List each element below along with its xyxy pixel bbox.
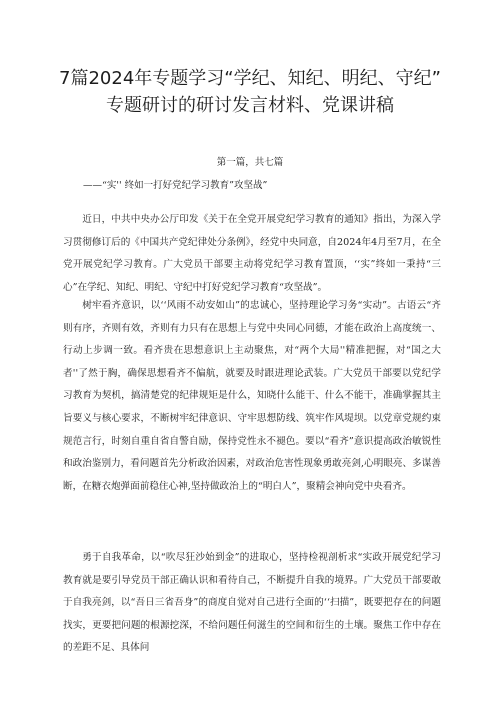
body-paragraph-1: 近日，中共中央办公厅印发《关于在全党开展党纪学习教育的通知》指出，为深入学习贯彻修订后的《中国共产党纪律处分条例》，经党中央同意，自2024年4月至7月，在全党开展党纪学习教育。广大党员干部要主动将党纪学习教育置顶，‘‘实”终如一秉持“三心”在学纪、知纪、明纪、守纪中打好党纪学习教育“攻坚战”。 bbox=[63, 214, 441, 293]
body-paragraph-2: 树牢看齐意识，以‘‘风雨不动安如山”的忠诚心，坚持理论学习务“实动”。古语云“齐则有序，齐则有效，齐则有力只有在思想上与党中央同心同德，才能在政治上高度统一、行动上步调一致。看齐贵在思想意识上主动聚焦，对“两个大局''精准把握，对“国之大者''了然于胸，确保思想看齐不偏航，就要及时跟进理论武装。广大党员干部要以党纪学习教育为契机，搞清楚党的纪律规矩是什么，知晓什么能干、什么不能干，准确掌握其主旨要义与核心要求，不断树牢纪律意识、守牢思想防线、筑牢作风堤坝。以党章党规约束规范言行，时刻自重自省自警自励，保持党性永不褪色。要以“看齐”意识提高政治敏锐性和政治鉴别力，看问题首先分析政治因素，对政治危害性现象勇敢亮剑,心明眼亮、多谋善断，在糖衣炮弹面前稳住心神,坚持做政治上的“明白人”，聚精会神向党中央看齐。 bbox=[63, 300, 441, 492]
section-subtitle: ——“实'' 终如一打好党纪学习教育”攻坚战” bbox=[83, 180, 268, 191]
document-title-line-2: 专题研讨的研讨发言材料、党课讲稿 bbox=[106, 95, 394, 116]
body-paragraph-3: 勇于自我革命，以“吹尽狂沙始到金”的进取心，坚持检视剖析求“实政开展党纪学习教育就是要引导党员干部正确认识和看待自己，不断提升自我的境界。广大党员干部要敢于自我亮剑，以“吾日三省吾身”的商度自觉对自己进行全面的‘‘扫描”，既要把存在的问题找实，更要把问题的根源挖深，不给问题任何滋生的空间和衍生的土壤。聚焦工作中存在的差距不足、具体问 bbox=[63, 552, 441, 654]
document-title-line-1: 7篇2024年专题学习“学纪、知纪、明纪、守纪” bbox=[59, 68, 441, 89]
chapter-heading: 第一篇，共七篇 bbox=[216, 157, 284, 168]
